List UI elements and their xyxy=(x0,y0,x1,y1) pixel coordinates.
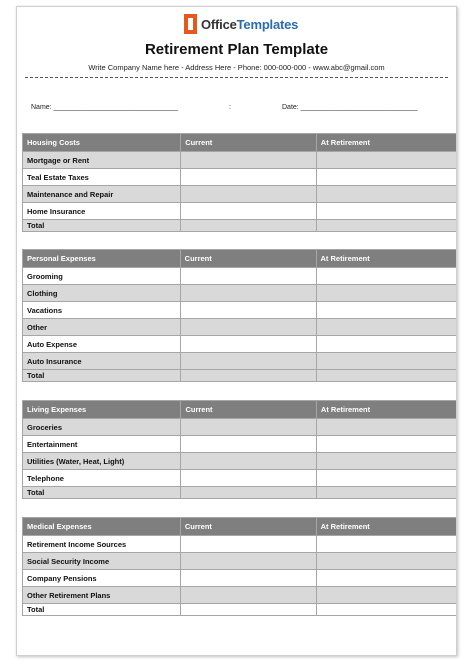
section-housing-costs xyxy=(22,133,457,232)
retirement-value-cell[interactable] xyxy=(316,419,457,436)
column-header-at-retirement: At Retirement xyxy=(316,401,457,419)
retirement-value-cell[interactable] xyxy=(316,353,457,370)
retirement-value-cell[interactable] xyxy=(316,302,457,319)
office-logo-icon xyxy=(184,14,197,34)
row-label: Entertainment xyxy=(23,436,181,453)
info-separator: : xyxy=(229,104,231,111)
current-total-cell[interactable] xyxy=(180,604,316,616)
brand-logo xyxy=(184,11,298,37)
section-header-row xyxy=(23,518,458,536)
current-value-cell[interactable] xyxy=(180,570,316,587)
section-header-row xyxy=(23,401,458,419)
section-personal-expenses xyxy=(22,249,457,382)
current-value-cell[interactable] xyxy=(180,285,316,302)
retirement-value-cell[interactable] xyxy=(316,152,457,169)
current-value-cell[interactable] xyxy=(181,152,317,169)
retirement-value-cell[interactable] xyxy=(316,453,457,470)
table-row xyxy=(23,536,458,553)
retirement-value-cell[interactable] xyxy=(316,470,457,487)
section-header-label: Medical Expenses xyxy=(23,518,181,536)
row-label: Clothing xyxy=(23,285,181,302)
retirement-value-cell[interactable] xyxy=(316,553,457,570)
section-header-label: Personal Expenses xyxy=(23,250,181,268)
row-label: Vacations xyxy=(23,302,181,319)
row-label: Utilities (Water, Heat, Light) xyxy=(23,453,181,470)
column-header-at-retirement: At Retirement xyxy=(316,250,457,268)
table-row xyxy=(23,186,458,203)
table-row xyxy=(23,570,458,587)
current-value-cell[interactable] xyxy=(181,169,317,186)
total-label: Total xyxy=(23,604,181,616)
table-row xyxy=(23,302,458,319)
retirement-total-cell[interactable] xyxy=(316,370,457,382)
retirement-value-cell[interactable] xyxy=(316,203,457,220)
row-label: Telephone xyxy=(23,470,181,487)
row-label: Maintenance and Repair xyxy=(23,186,181,203)
total-row xyxy=(23,370,458,382)
total-row xyxy=(23,604,458,616)
table-row xyxy=(23,419,458,436)
table-row xyxy=(23,152,458,169)
total-label: Total xyxy=(23,487,181,499)
table-row xyxy=(23,553,458,570)
row-label: Grooming xyxy=(23,268,181,285)
current-total-cell[interactable] xyxy=(181,220,317,232)
retirement-value-cell[interactable] xyxy=(316,285,457,302)
logo-text-templates: Templates xyxy=(236,16,299,32)
column-header-at-retirement: At Retirement xyxy=(316,134,457,152)
total-row xyxy=(23,220,458,232)
table-row xyxy=(23,436,458,453)
retirement-value-cell[interactable] xyxy=(316,570,457,587)
name-field[interactable]: Name: ________________________________ xyxy=(31,104,179,111)
current-value-cell[interactable] xyxy=(181,453,316,470)
row-label: Retirement Income Sources xyxy=(23,536,181,553)
company-contact-line: Write Company Name here - Address Here - Phone: 000-000-000 - www.abc@gmail.com xyxy=(88,63,385,72)
row-label: Teal Estate Taxes xyxy=(23,169,181,186)
current-value-cell[interactable] xyxy=(180,336,316,353)
retirement-total-cell[interactable] xyxy=(316,604,457,616)
section-header-row xyxy=(23,250,458,268)
column-header-current: Current xyxy=(181,401,316,419)
current-value-cell[interactable] xyxy=(181,203,317,220)
current-value-cell[interactable] xyxy=(180,536,316,553)
column-header-current: Current xyxy=(180,518,316,536)
row-label: Groceries xyxy=(23,419,181,436)
column-header-at-retirement: At Retirement xyxy=(316,518,457,536)
total-row xyxy=(23,487,458,499)
logo-text-office: Office xyxy=(201,16,237,32)
current-value-cell[interactable] xyxy=(181,436,316,453)
header-divider xyxy=(25,77,448,78)
current-value-cell[interactable] xyxy=(181,419,316,436)
current-total-cell[interactable] xyxy=(181,487,316,499)
current-value-cell[interactable] xyxy=(180,353,316,370)
current-value-cell[interactable] xyxy=(180,319,316,336)
total-label: Total xyxy=(23,220,181,232)
table-row xyxy=(23,268,458,285)
row-label: Company Pensions xyxy=(23,570,181,587)
retirement-value-cell[interactable] xyxy=(316,268,457,285)
table-row xyxy=(23,319,458,336)
current-value-cell[interactable] xyxy=(180,302,316,319)
retirement-value-cell[interactable] xyxy=(316,319,457,336)
table-row xyxy=(23,169,458,186)
document-page xyxy=(16,6,457,656)
row-label: Auto Expense xyxy=(23,336,181,353)
retirement-total-cell[interactable] xyxy=(316,487,457,499)
row-label: Auto Insurance xyxy=(23,353,181,370)
retirement-value-cell[interactable] xyxy=(316,587,457,604)
table-row xyxy=(23,453,458,470)
retirement-total-cell[interactable] xyxy=(316,220,457,232)
retirement-value-cell[interactable] xyxy=(316,169,457,186)
section-header-row xyxy=(23,134,458,152)
current-value-cell[interactable] xyxy=(180,587,316,604)
total-label: Total xyxy=(23,370,181,382)
retirement-value-cell[interactable] xyxy=(316,336,457,353)
section-header-label: Living Expenses xyxy=(23,401,181,419)
retirement-value-cell[interactable] xyxy=(316,436,457,453)
table-row xyxy=(23,203,458,220)
retirement-value-cell[interactable] xyxy=(316,536,457,553)
row-label: Other xyxy=(23,319,181,336)
current-value-cell[interactable] xyxy=(180,268,316,285)
section-medical-expenses xyxy=(22,517,457,616)
row-label: Mortgage or Rent xyxy=(23,152,181,169)
page-title: Retirement Plan Template xyxy=(144,41,329,58)
row-label: Social Security Income xyxy=(23,553,181,570)
section-living-expenses xyxy=(22,400,457,499)
current-value-cell[interactable] xyxy=(181,186,317,203)
retirement-value-cell[interactable] xyxy=(316,186,457,203)
date-field[interactable]: Date: ______________________________ xyxy=(282,104,418,111)
row-label: Home Insurance xyxy=(23,203,181,220)
table-row xyxy=(23,587,458,604)
current-value-cell[interactable] xyxy=(180,553,316,570)
table-row xyxy=(23,470,458,487)
column-header-current: Current xyxy=(181,134,317,152)
table-row xyxy=(23,336,458,353)
row-label: Other Retirement Plans xyxy=(23,587,181,604)
section-header-label: Housing Costs xyxy=(23,134,181,152)
current-value-cell[interactable] xyxy=(181,470,316,487)
table-row xyxy=(23,285,458,302)
column-header-current: Current xyxy=(180,250,316,268)
table-row xyxy=(23,353,458,370)
current-total-cell[interactable] xyxy=(180,370,316,382)
